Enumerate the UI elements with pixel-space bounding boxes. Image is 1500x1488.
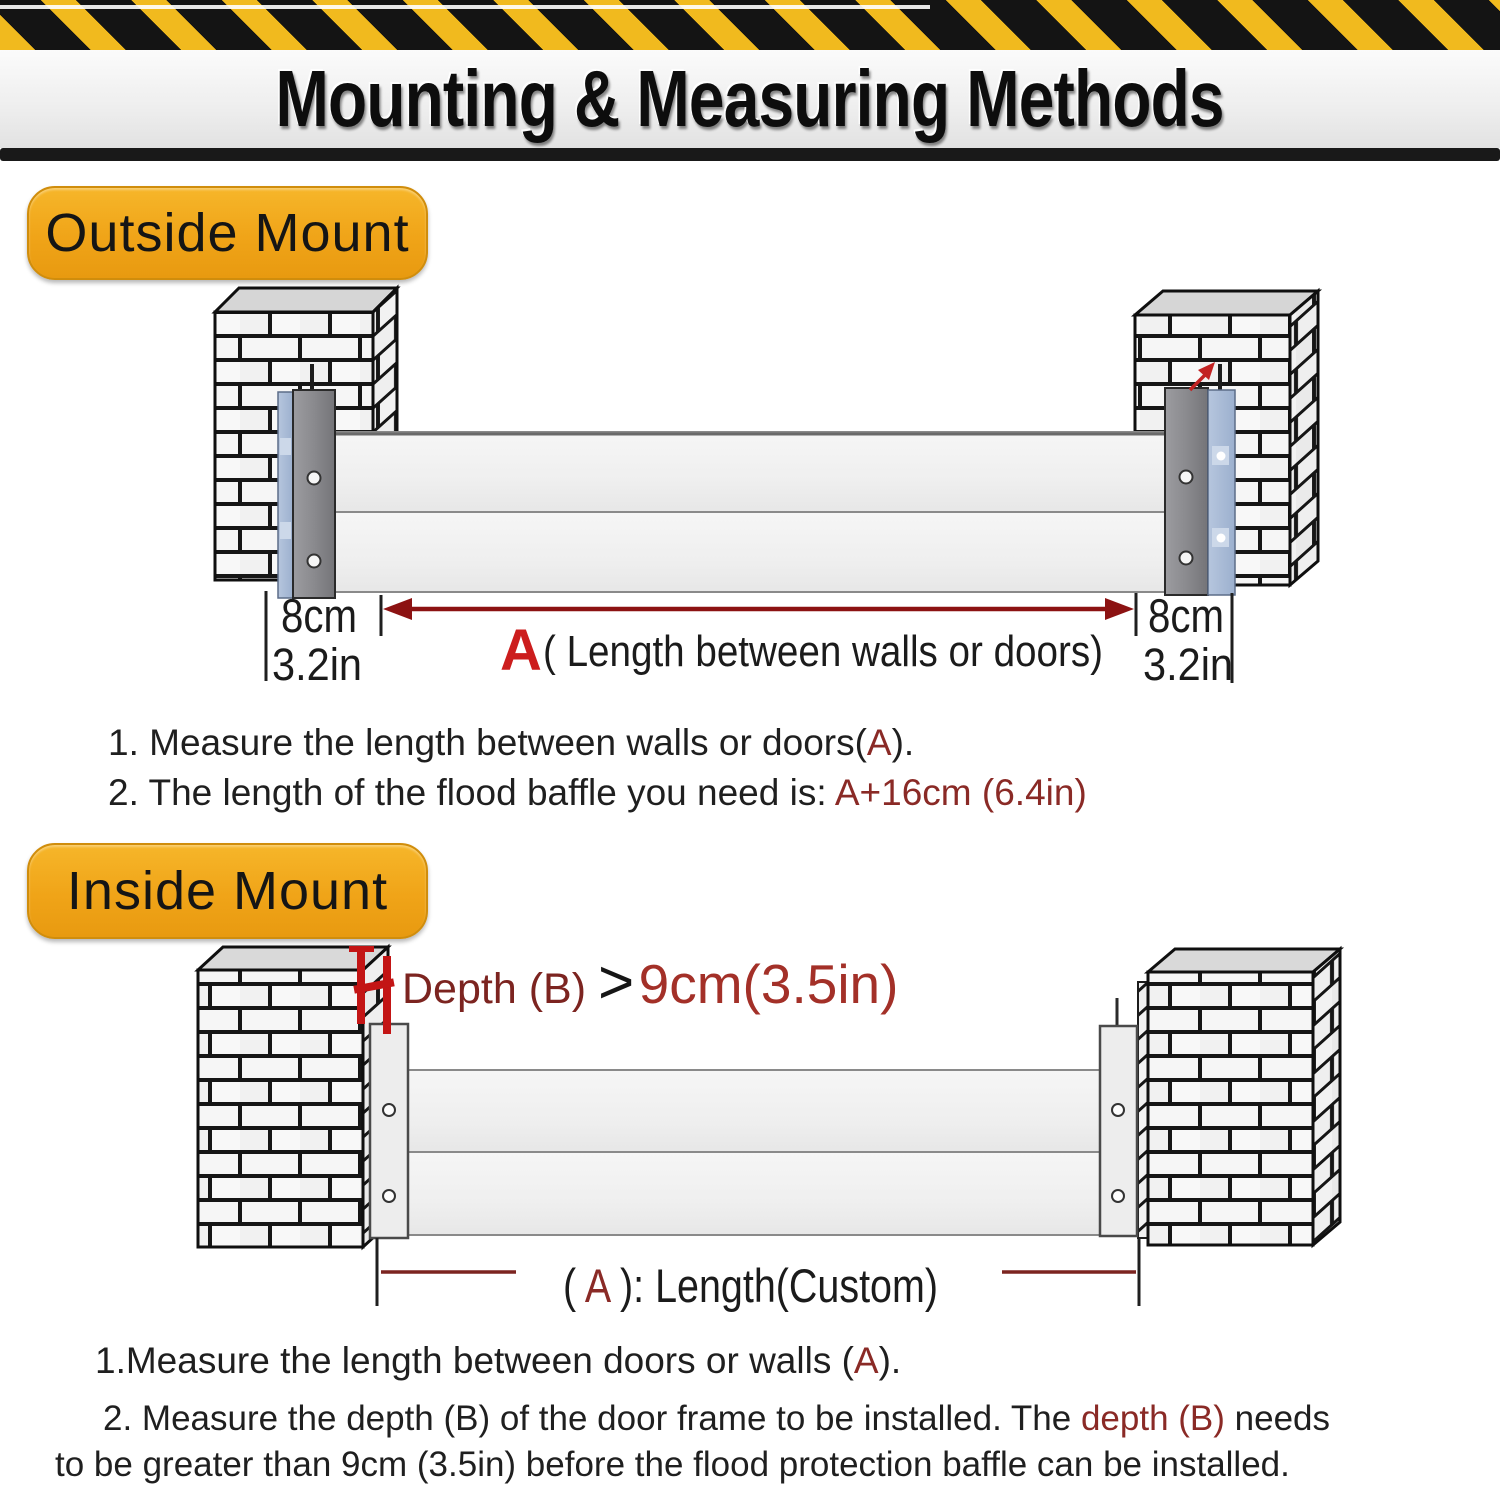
outside-step2-highlight: A+16cm (6.4in) (834, 772, 1087, 813)
dim-right-in: 3.2in (1143, 639, 1233, 690)
pillar-top-face (215, 288, 397, 312)
inside-left-plate (370, 1000, 408, 1238)
inside-right-brick-pillar (1138, 949, 1340, 1245)
pillar-side-face (1290, 291, 1318, 585)
outside-step1-text: 1. Measure the length between walls or doors( (108, 722, 867, 763)
mounting-plate (1100, 1026, 1137, 1236)
dim-a-caption: ( Length between walls or doors) (543, 627, 1103, 676)
outside-mount-label (27, 186, 428, 280)
dim-left-in: 3.2in (272, 639, 362, 690)
inside-flood-barrier (408, 1070, 1102, 1235)
outside-step1-suffix: ). (891, 722, 915, 763)
outside-step1-highlight: A (866, 722, 892, 763)
screw-hole (1112, 1190, 1124, 1202)
bracket-gasket (278, 392, 293, 598)
hazard-tape-seam (0, 5, 930, 9)
gasket-mark (280, 438, 291, 455)
screw-hole (1112, 1104, 1124, 1116)
inside-dimension (377, 1238, 1139, 1312)
inside-step2-text-1: 2. Measure the depth (B) of the door frame to be installed. The (103, 1399, 1081, 1438)
inside-step-2 (55, 1396, 1500, 1488)
title-band (0, 50, 1500, 148)
screw-hole (1180, 552, 1193, 565)
outside-right-bracket (1165, 362, 1235, 595)
pillar-front-face (198, 970, 363, 1247)
outside-step-2 (108, 772, 1087, 814)
inside-step1-suffix: ). (878, 1340, 902, 1381)
dim-left-cm: 8cm (281, 589, 357, 642)
length-custom-label (563, 1259, 999, 1312)
screw-hole (383, 1104, 395, 1116)
outside-step2-text: 2. The length of the flood baffle you need is: (108, 772, 835, 813)
dim-right-cm: 8cm (1148, 589, 1224, 642)
pillar-top-face (1135, 291, 1318, 315)
inside-step2-text-2b: to be greater than 9cm (3.5in) before the flood protection baffle can be installed. (55, 1445, 1290, 1485)
outside-mount-diagram (0, 280, 1500, 710)
outside-dimension (266, 589, 1233, 690)
inside-mount-diagram (0, 935, 1500, 1315)
barrier-slat-bottom (408, 1152, 1102, 1235)
measure-arrowhead-left (383, 598, 412, 620)
barrier-slat-top (335, 432, 1173, 512)
outside-step-1 (108, 722, 914, 764)
screw-hole (383, 1190, 395, 1202)
screw-hole (308, 472, 321, 485)
pillar-side-face (1313, 949, 1340, 1245)
screw-hole (1180, 471, 1193, 484)
barrier-slat-top (408, 1070, 1102, 1152)
depth-label-text: Depth (B) (402, 965, 598, 1013)
bracket-gasket (1208, 390, 1235, 595)
page-title: Mounting & Measuring Methods (275, 54, 1225, 143)
inside-step2-text-2a: needs (1224, 1399, 1331, 1438)
inside-step1-highlight: A (853, 1340, 879, 1381)
outside-mount-label-text: Outside Mount (45, 203, 410, 263)
header-divider-bar (0, 148, 1500, 161)
pillar-top-face (1148, 949, 1340, 972)
length-a: A (584, 1259, 614, 1312)
gasket-dot (1217, 452, 1226, 461)
depth-label (402, 948, 898, 1017)
inside-right-plate (1100, 998, 1137, 1236)
outside-flood-barrier (335, 432, 1173, 592)
gasket-mark (280, 522, 291, 539)
inside-mount-label-text: Inside Mount (66, 861, 389, 921)
mounting-plate (370, 1024, 408, 1238)
pillar-front-face (1148, 972, 1313, 1245)
dim-a-letter: A (500, 618, 542, 683)
screw-hole (308, 555, 321, 568)
gasket-dot (1217, 534, 1226, 543)
inside-mount-label (27, 843, 428, 939)
depth-value: 9cm(3.5in) (638, 953, 899, 1015)
greater-than-sign: > (597, 948, 635, 1017)
barrier-slat-bottom (335, 512, 1173, 592)
outside-left-bracket (278, 364, 335, 598)
length-open: ( (563, 1259, 579, 1312)
inside-step1-text: 1.Measure the length between doors or walls ( (95, 1340, 854, 1381)
inside-step2-highlight: depth (B) (1080, 1399, 1225, 1438)
inside-step-1 (95, 1340, 901, 1382)
measure-arrowhead-right (1105, 598, 1134, 620)
length-rest: ): Length(Custom) (620, 1259, 999, 1312)
